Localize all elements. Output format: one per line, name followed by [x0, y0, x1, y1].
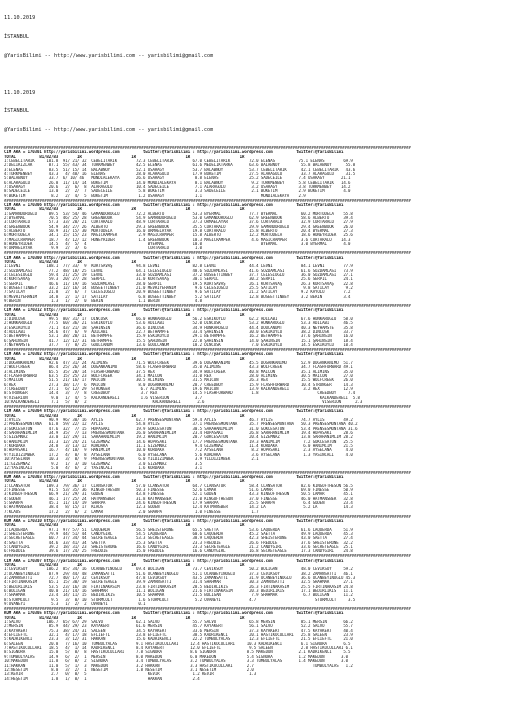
header-date: 11.10.2019: [4, 15, 36, 22]
table-row: 10:MAKEDON 11.8 6/ 0/ 2 SIGNORA 3.4 TUMBULYALAS 3.2 TUMBULYALAS 3.3 TUMBULYALAS 1.4 MAKEDON 3.0: [4, 659, 349, 664]
table-row: 1:SALVO 106.7 65/ 67/ 29 SALVO 62.1 SALVO 55.7 SALVO 65.8 MERSIN 85.1 MERSIN 66.2: [4, 620, 353, 625]
table-row: 1:LEVNI 108.1 77/ 33/ 9 KURTSAVAŞ 94.8 LEVNI 82.8 LEVNI 44.4 LEVNI 84.1 LEVNI 77.9: [4, 264, 353, 269]
table-row: 10:KALKANDERELI 7.1 5/ 0/ 2 KALKANDERELI 2.6 VISERION 2.3: [4, 400, 363, 405]
table-row: 7:KORDAKA 24.8 3/ 13/ 12 KORDAKA 11.1 GIZEMNAZ 9.4 GIZEMNAZ 11.4 KORDAKA 6.0 HANIMCIM 21.5: [4, 444, 353, 449]
table-row: 2:HUNKAROGLU 77.5 60/ 36/ 21 ESKIKOYLU 53.6 ADILABI 52.0 DINCOSK 53.2 HUNKAROGLU 53.3 ADILABI 46.5: [4, 321, 353, 326]
table-row: 1:LAQUERDA 97.1 97/ 57/ 51 LAQUERDA 56.5 SHEISTERONE 65.5 SAETTA 53.6 LAQUERDA 61.6 LAQUERDA 51.9: [4, 527, 353, 532]
header-top: [4, 3, 524, 71]
table-row: 8:HOPASAKI 16.7 4/ 18/ 9 HANIMCIM 10.0 KORDAKA 7.2 AYSELANA 8.2 HOPASAKI 2.3 AYSELANA 4.0: [4, 448, 353, 453]
header-contact-2: @YarisBilimi -- http://www.yarisbilimi.com -- yarisbilimi@gmail.com: [4, 126, 214, 133]
table-row: 8:STRONGER 14.4 3/ 7/ 8 CREEDBOY 3.7 REX 14.5 FLASHFORWARD 1.8 CREEDBOY 7.4: [4, 391, 356, 396]
table-row: 4:FIRTINAKASIM 65.1 15/ 30/ 19 SECRETEAGLE 39.9 ZAMANSATTI 31.4 SHAHMAR 30.3 ZAMANSATTI 32.5 SHAHMAR 27.1: [4, 580, 353, 585]
table-row: 9:YILDIZIMBEK 17.2 4/ 0/ 8 AYSELANA 6.0 AYSELANA 5.6 KORDAKA 3.6 AYSELANA 1.3 YASINCALI 4.0: [4, 452, 353, 457]
table-row: 2:SHEISTERONE 79.9 44/ 51/ 44 CANDYGIRL 54.5 LAQUERDA 60.6 LAQUERDA 45.2 SAETTA 49.9 LAQUERDA 45.3: [4, 532, 353, 537]
table-row: 7:MAGICRAMPER 18.7 4/ 12/ 12 HONEYRIDER 1.4 GREENBOOK 10.3 MAGICRAMPER 4.6 MAGICRAMPER 3.6 CURTARALO 14.3: [4, 237, 351, 242]
table-row: 6:HATMANSBER 38.4 8/ 15/ 17 KLAUS 12.3 GODEN 12.4 KATMANSBER 14.2 LA 5.2 LA 14.3: [4, 505, 353, 510]
race-section: [4, 348, 524, 404]
race-title: CIM ARA = 170307 http://yarisbilimi.wordpress.com twitter:@YarisBilimi : http://yarisbilimi.wordpress.com twitter:@YarisBilimi: [4, 558, 344, 563]
table-row: 8:SADECEILE 13.0 2/ 2/ 7 SADECEILE 5.8 BUKETIM 3.3 SADECEILE 2.1 BUKETIM 2.9 BUKETIM 4.0: [4, 189, 351, 194]
table-row: 1:CLANSATOR 109.3 79/ 36/ 17 CLANSATOR 57.0 CLANSATOR 64.7 CLANSATOR 58.4 CLANSATOR 82.6 KINGOFTHESUN 56.5: [4, 483, 353, 488]
header-date-2: 11.10.2019: [4, 89, 36, 96]
table-row: 1:DINCOSK 99.5 80/ 31/ 17 DINCOSK 66.0 HUNKAROGLU 56.2 ESKIKOYLU 62.2 ADILABI 67.6 HUNKAROGLU 58.0: [4, 317, 353, 322]
table-row: 4:SAETTA 44.6 33/ 41/ 34 SAETTA 25.3 SAETTA 23.3 FREDDIE 26.6 FREDDIE 37.6 SHEISTERONE 32.2: [4, 540, 353, 545]
table-row: 2:MERSIN 85.9 44/ 29/ 23 KAYAKERT 61.6 MERSIN 45.7 KAYAKERT 56.1 SALVO 52.2 SALVO 55.7: [4, 624, 353, 629]
table-row: 7:HASTIKOCULLARI 18.5 4/ 1/ 14 KADRIKENCI 8.4 KAYAKERT 12.0 EFLIEFTL 9.5 SALEEN 2.8 HASTIKOCULLARI 6.1: [4, 646, 353, 651]
table-row: 9:ORMAELAYAR 9.9 2/ 3/ 6 CURTARALO 1.0: [4, 246, 202, 251]
hash-separator: ############################################################################################################################################################################: [4, 251, 411, 256]
table-row: 6:BOLIGAN 40.0 21/ 14/ 16 SHAHMAR 11.1 BOLIGAN 21.6 FIRTINAKASIM 20.3 BEDIRLIKIS 17.1 BEDIRLIKIS 11.1: [4, 589, 353, 594]
race-title: CIM ARA = 170301 http://yarisbilimi.wordpress.com twitter:@YarisBilimi : http://yarisbilimi.wordpress.com twitter:@YarisBilimi: [4, 150, 344, 155]
table-row: 12:NESETIM 8.0 3/ 2/ 1 NESETIM 1.8 NESETIM 3.1 NESETIM 2.0: [4, 667, 254, 672]
table-row: 5:GIZEMNAZ 33.0 12/ 29/ 11 SARAHANIMLIM 19.2 HANIMCIM 20.7 GOKCESATUN 20.4 GIZEMNAZ 13.8 SARAHANIMLIM 28.2: [4, 435, 353, 440]
header-contact: @YarisBilimi -- http://www.yarisbilimi.com -- yarisbilimi@gmail.com: [4, 52, 214, 59]
table-row: 6:FREDDIE 39.6 17/ 24/ 25 FREDDIE 15.0 FREDDIE 16.6 CANDYGIRL 16.8 SECRETEAGLE 17.3 CANDYGIRL 24.8: [4, 549, 353, 554]
table-row: 4:ADILABI 54.6 47/ 6/ 9 ADILABI 22.7 BETHAMPFE 33.4 ŞAHINSIN 30.0 ESKIKOYLU 38.2 DINCOSK 33.7: [4, 330, 353, 335]
table-row: 11:GIZEMNAZ 9.2 1/ 3/ 10 GIZEMNAZ 3.0 GIZEMNAZ 3.5: [4, 461, 202, 466]
table-row: 1:CEBELITARIK 101.8 91/ 21/ 32 CEBELITARIK 72.3 CEBELITARIK 67.0 CEBELITARIK 72.0 ELENAS 75.1 ELENAS 69.9: [4, 159, 353, 164]
race-section: [4, 146, 524, 198]
table-row: 1:AYLIS 90.9 96/ 30/ 16 AYLIS 62.7 PRENSESMONTANA 59.4 AYLIS 46.7 AYLIS 74.7 AYLIS 49.2: [4, 418, 353, 423]
table-row: 2:SOZDAMLASI 77.2 48/ 18/ 25 LEVNI 64.1 CELESIOGLU 48.6 SOZDAMLASI 41.6 SOZDAMLASI 61.6 SOZDAMLASI 73.9: [4, 268, 353, 273]
race-title: CIM ARA = 170304 http://yarisbilimi.wordpress.com twitter:@YarisBilimi : http://yarisbilimi.wordpress.com twitter:@YarisBilimi: [4, 409, 344, 414]
hash-separator: ############################################################################################################################################################################: [4, 470, 411, 475]
table-row: 5:KADRIKENCI 23.3 3/ 12/ 31 HAKKAN 15.6 KADRIKENCI 22.2 TUMBULYALAS 12.3 EFLIEFTL 21.5 EFLIEFTL 21.0: [4, 637, 353, 642]
race-title: CIM ARA = 170300 http://yarisbilimi.wordpress.com twitter:@YarisBilimi : http://yarisbilimi.wordpress.com twitter:@YarisBilimi: [4, 255, 344, 260]
table-row: 11:HAKKAN 11.0 5/ 1/ 3 MAKEDON 3.2 HAKKAN 3.3 HASTIKOCULLARI 2.7 TUMBULYALAS 1.2: [4, 663, 353, 668]
table-row: 5:ALBERTO 50.9 31/ 15/ 30 MORTODELA 16.0 ORMAELAYAR 19.8 CURTARALO 15.8 ALBERTO 20.4 BYERMAL 27.3: [4, 229, 353, 234]
table-row: 8:STORMCOLT 9.5 3/ 0/ 10 STORMCOLT 1.6 STORMCOLT 5.2 OVANEYI 4.7 STORMCOLT 3.5: [4, 597, 356, 602]
table-row: 6:ŞAHINSIN 41.7 12/ 12/ 31 BETHAMPFE 15.5 ŞAHINSIN 22.8 ŞAHINSIN 14.0 ŞAHINSIN 15.1 ŞAHINSIN 18.4: [4, 338, 353, 343]
hash-separator: ############################################################################################################################################################################: [4, 554, 411, 559]
table-row: 6:HANIMCIM 31.3 12/ 24/ 21 GIZEMNAZ 14.6 HOPASAKI 17.7 PRENSESMONTANA 19.3 HANIMCIM 7.2 GOKCESATUN 25.5: [4, 439, 353, 444]
race-section: [4, 405, 524, 470]
table-row: 4:KURTSAVAŞ 59.3 20/ 27/ 28 SERPIL 31.0 KURTSAVAŞ 30.1 SERPIL 30.2 SERPIL 25.6 SERPIL 24.1: [4, 277, 353, 282]
table-row: 6:BUSEETTINBEY 33.2 12/ 16/ 14 BUSEETTINBEY 21.0 MEVRIYEHANIM 9.6 CELESIOGLU 25.5 SATILAY 9.8 SATILAY 9.2: [4, 286, 353, 291]
table-row: 5:BETHAMPFE 53.1 38/ 20/ 11 BETHAMPFE 15.9 ESKIKOYLU 29.1 BETHAMPFE 16.2 BETHAMPFE 37.6 ŞAHINSIN 16.0: [4, 334, 353, 339]
table-row: 9:OVANEYI 5.3 1/ 2/ 2 OVANEYI 0.1: [4, 602, 146, 607]
table-row: 7:SHAHMAR 23.4 14/ 11/ 15 BEDIRLIKIS 10.5 SHAHMAR 21.5 BOLIGAN 7.9 SHAHMAR 6.7 BOLIGAN 11.2: [4, 593, 353, 598]
race-section: [4, 251, 524, 303]
table-row: 4:SARAHANIMLIM 34.9 35/ 7/ 13 PRENSESMONTANA 26.0 SARAHANIMLIM 23.4 HOPASAKI 26.8 SARAHANIMLIM 19.4 HOPASAKI 28.6: [4, 431, 353, 436]
race-column-headers: TOTAL B1/B2/B3 1R 1R 1R 1R: [4, 260, 245, 265]
table-row: 5:SERPIL 46.6 11/ 19/ 16 SOZDAMLASI 28.0 SERPIL 19.5 KURTSAVAŞ 26.1 KURTSAVAŞ 26.3 KURTSAVAŞ 22.8: [4, 281, 353, 286]
table-row: 6:SALEEN 20.8 7/ 16/ 10 TUMBULYALAS 9.1 HASTIKOCULLARI 12.4 HASTIKOCULLARI 10.3 KADRIKENCI 6.1 SIGNORA 6.5: [4, 641, 351, 646]
hash-separator: ############################################################################################################################################################################: [4, 348, 411, 353]
table-row: 7:CREEDBOY 27.1 6/ 12/ 29 STRONGER 6.7 ALIMINS 19.6 MAICON 13.9 KALKANDERELI 3.2 REX 12.9: [4, 387, 353, 392]
race-section: [4, 515, 524, 554]
table-row: 13:KEVIR 2.7 0/ 0/ 5 KEVIR 1.2 KEVIR 1.3: [4, 672, 257, 677]
table-row: 2:PRENSESMONTANA 61.8 59/ 22/ 12 AYLIS 54.8 AYLIS 37.1 PRENSESMONTANA 35.7 PRENSESMONTANA 50.3 PRENSESMONTANA 40.2: [4, 422, 358, 427]
hash-separator: ############################################################################################################################################################################: [4, 146, 411, 151]
race-column-headers: TOTAL B1/B2/B3 1R 1R 1R 1R: [4, 413, 245, 418]
table-row: 9:VISERION 9.0 1/ 4/ 5 KALKANDERELI 1.6 VISERION 3.7 KALKANDERELI 5.8: [4, 395, 360, 400]
table-row: 7:USARAGY 20.6 2/ 6/ 8 ALARAGULU 10.4 SADECEILE 7.1 ALARAGULU 3.2 USARAGY 3.8 TURKMENBEY 14.2: [4, 185, 351, 190]
race-section: [4, 199, 524, 251]
table-row: 9:BERIN 1.3 1/ 2/ 0 BERIN 1.1 BERIN 4.8: [4, 299, 202, 304]
header-city-2: İSTANBUL: [4, 108, 29, 115]
table-row: 3:ESKIKOYLU 71.1 43/ 21/ 18 ŞAHINSIN 36.6 DINCOSK 34.9 HUNKAROGLU 44.4 DOUCANUMT 40.3 NEYHAMSTE 35.8: [4, 325, 353, 330]
table-row: 1:DOGANKANIMU 92.6 47/ 31/ 24 ALIMINS 71.5 WOLFCREEK 39.6 DOGANKANIMU 45.5 DOGANKANIMU 52.9 DOGANKANIMU 51.7: [4, 361, 353, 366]
table-row: 9:BUKETIM 8.2 2/ 4/ 5 BUKETIM 1.2 USARAGY 1.1 MONDIALEKAYA 2.9: [4, 193, 306, 198]
table-row: 7:NEYHAMSTE 37.7 7/ 8/ 25 GOULCANUM 13.6 GOULCANUM 18.2 DINCOSK 7.0 ESKIKOYLU 14.5 ESKIKOYLU 10.4: [4, 343, 353, 348]
hash-separator: ############################################################################################################################################################################: [4, 304, 411, 309]
table-row: 2:DELIKIZLAR 87.1 55/ 43/ 34 TURKMENBEY 42.5 ELENAS 61.6 MEDELIKTARKA 63.6 BALABNOY 55.8 BALABNOY 55.8: [4, 163, 356, 168]
table-row: 2:WOLFCREEK 86.4 25/ 26/ 34 DOGANKANIMU 58.6 FLASHFORWARD 35.0 ALIMINS 43.3 WOLFCREEK 34.7 FLASHFORWARD 49.1: [4, 365, 353, 370]
table-row: 1:GAMANDOROGLU 89.5 53/ 54/ 46 GAMANDOROGLU 72.2 ALBERTO 53.3 BYERMAL 77.7 BYERMAL 60.2 MORTODELA 55.8: [4, 211, 353, 216]
race-title: KUM ARA = 170303 http://yarisbilimi.wordpress.com twitter:@YarisBilimi : http://yarisbilimi.wordpress.com twitter:@YarisBilimi: [4, 475, 344, 480]
table-row: 5:BEDIRLIKIS 53.5 23/ 16/ 18 FIRTINAKASIM 23.8 FIRTINAKASIM 28.5 BEDIRLIKIS 26.3 FIRTINAKASIM 25.5 FIRTINAKASIM 24.8: [4, 584, 353, 589]
table-row: 6:MORTODELA 34.1 15/ 15/ 23 MAGICRAMPER 2.9 MAGICRAMPER 15.8 ALBERTO 12.2 MORTODELA 18.6 HONEYRIDER 25.6: [4, 233, 353, 238]
table-row: 5:SHARPA 45.1 11/ 14/ 19 SHARPA 24.6 KINGOFTHESUN 17.9 SHARPA 25.5 SHARPA 6.4 GODEN 23.4: [4, 501, 353, 506]
hash-separator: ############################################################################################################################################################################: [4, 198, 411, 203]
table-row: 3:CELESIOGLU 59.4 21/ 25/ 19 LEVNI 33.0 SOZDAMLASI 37.2 BUSEETTINBEY 37.7 CELESIOGLU 36.0 SOZDAMLASI 27.1: [4, 273, 353, 278]
race-section: [4, 304, 524, 347]
header-second: [4, 77, 524, 145]
table-row: 6:REX 27.3 18/ 17/ 6 MAICON 8.0 DOGANKANIMU 28.7 CREEDBOY 15.9 FLASHFORWARD 10.4 STRONGER 14.3: [4, 382, 353, 387]
hash-separator: ############################################################################################################################################################################: [4, 607, 411, 612]
table-row: 7:KLAUS 17.2 2/ 6/ 2 LAMAR 2.0 SHARPA 1.0 FINESSE 1.7: [4, 509, 259, 514]
table-row: 4:TURKMENBEY 43.3 4/ 48/ 16 ELENAS 28.0 ALARAGULU 17.9 BUKETIM 27.5 ALARAGULU 33.7 ALARAGULU 31.5: [4, 172, 356, 177]
table-row: 3:ELENAS 83.5 51/ 15/ 14 BALABNOY 52.1 USARAGY 53.7 BALABNOY 53.7 CEBELITARIK 42.1 CEBELITARIK 43.6: [4, 167, 356, 172]
race-section: [4, 554, 524, 606]
table-row: 3:KAYAKERT 75.3 38/ 24/ 31 SALEEN 34.5 KAYAKERT 33.6 MERSIN 37.3 KAYAKERT 47.5 KAYAKERT 40.4: [4, 628, 353, 633]
table-row: 5:MAICON 51.5 21/ 16/ 17 MAICON 30.5 ALIMINS 31.5 MAICON 26.3 REX 15.5 WOLFCREEK 26.0: [4, 378, 353, 383]
table-row: 7:SATILAY 21.8 2/ 6/ 7 CELESIOGLU 20.9 BUSEETTINBEY 9.6 SATILAY 21.2 SATILAY 9.2 KAYOLU 7.2: [4, 290, 351, 295]
race-column-headers: TOTAL B1/B2/B3 1R 1R 1R 1R: [4, 312, 245, 317]
hash-separator: ############################################################################################################################################################################: [4, 405, 411, 410]
table-row: 8:MEVRIYEHANIM 14.8 2/ 1/ 17 SATILAY 6.8 BUSEETTINBEY 5.2 SATILAY 12.8 BUSEETTINBEY 3.2 BERIN 3.4: [4, 294, 351, 299]
table-row: 3:CURTARALO 57.3 33/ 20/ 21 CURTARALO 48.9 CURTARALO 37.3 ORMAELAYAR 37.6 CURTARALO 32.9 CURTARALO 27.9: [4, 220, 353, 225]
race-column-headers: TOTAL B1/B2/B3 1R 1R 1R 1R: [4, 479, 245, 484]
race-column-headers: TOTAL B1/B2/B3 1R 1R 1R 1R: [4, 356, 245, 361]
race-column-headers: TOTAL B1/B2/B3 1R 1R 1R 1R: [4, 523, 245, 528]
table-row: 4:GREENBOOK 54.9 34/ 27/ 26 ALBERTO 29.3 GREENBOOK 35.5 CURTARALO 29.9 GAMANDOROGLU 29.4 GREENBOOK 26.0: [4, 224, 353, 229]
table-row: 2:BYERMAL 70.5 46/ 25/ 28 GREENBOOK 54.9 GAMANDOROGLU 53.0 GAMANDOROGLU 62.9 GREENBOOK 58.6 ALBERTO 39.4: [4, 216, 353, 221]
race-column-headers: TOTAL B1/B2/B3 1R 1R 1R 1R: [4, 615, 245, 620]
race-column-headers: TOTAL B1/B2/B3 1R 2R 1R 1R: [4, 207, 245, 212]
table-row: 4:EFLIEFTL 32.1 4/ 17/ 18 EFLIEFTL 23.8 EFLIEFTL 38.5 KADRIKENCI 20.1 HASTIKOCULLARI 25.8 SALEEN 23.9: [4, 633, 353, 638]
race-column-headers: TOTAL B1/B2/B3 1R 1R 1R 1R: [4, 563, 245, 568]
table-row: 5:BALABNOY 33.7 6/ 10/ 46 MONDIALEKAYA 26.6 USARAGY 8.8 ELENAS 25.2 SADECEILE 7.4 USARAGY 21.1: [4, 176, 351, 181]
table-row: 12:YASINCALI 5.0 4/ 6/ 2 YASINCALI 1.6 KORDAKA 3.1: [4, 465, 202, 470]
table-row: 2:UCANBEYINOGLU 87.9 29/ 44/ 48 ZAMANSATTI 51.6 UCANBEYINOGLU 51.1 UCANBEYINOGLU 37.3 CEVIKSOY 38.2 ZAMANSATTI 46.1: [4, 571, 353, 576]
table-row: 3:GOKCESATUN 47.6 32/ 7/ 15 HOPASAKI 19.9 GOKCESATUN 30.5 SARAHANIMLIM 31.0 GOKCESATUN 53.4 PRENSESMONTANA 31.6: [4, 426, 358, 431]
table-row: 9:TUMBULYALAS 14.9 6/ 2/ 1 MERSIN 8.0 MAKEDON 6.0 MAKEDON 5.4 SIGNORA 1.2 MAKEDON 3.0: [4, 654, 349, 659]
race-section: [4, 471, 524, 514]
table-row: 3:ZAMANSATTI 72.7 40/ 17/ 32 CEVIKSOY 47.8 CEVIKSOY 43.5 ZAMANSATTI 31.9 UCANBEYINOGLU 36.6 UCANBEYINOGLU 45.3: [4, 576, 356, 581]
table-row: 5:CANDYGIRL 39.2 18/ 31/ 23 SHEISTERONE 16.6 CANDYGIRL 23.3 SECRETEAGLE 21.2 CANDYGIRL 33.6 SECRETEAGLE 25.1: [4, 545, 353, 550]
race-title: CIM ARA = 170302 http://yarisbilimi.wordpress.com twitter:@YarisBilimi : http://yarisbilimi.wordpress.com twitter:@YarisBilimi: [4, 352, 344, 357]
table-row: 3:KINGOFTHESUN 66.9 21/ 29/ 31 GODEN 43.8 FINESSE 52.1 GODEN 43.3 KINGOFTHESUN 50.5 LAMAR 45.1: [4, 492, 353, 497]
table-row: 3:SECRETEAGLE 60.7 37/ 34/ 44 SECRETEAGLE 53.3 SECRETEAGLE 38.9 LAQUERDA 42.3 SHEISTERONE 43.0 SAETTA 27.4: [4, 536, 353, 541]
race-column-headers: TOTAL B1/B2/B3 1R 1R 1R 1R: [4, 154, 245, 159]
race-section: [4, 607, 524, 681]
race-title: KUM ARA = 170310 http://yarisbilimi.wordpress.com twitter:@YarisBilimi : http://yarisbilimi.wordpress.com twitter:@YarisBilimi: [4, 519, 344, 524]
table-row: 2:FINESSE 91.5 53/ 35/ 36 KINGOFTHESUN 50.3 FINESSE 52.6 LAMAR 51.6 LAMAR 69.0 FINESSE 50.9: [4, 488, 353, 493]
table-row: 14:HEŞETİM 1.8 1/ 0/ 1 HAKKAN 2.4: [4, 676, 200, 681]
table-row: 1:CEVIKSOY 106.2 85/ 34/ 16 UCANBEYINOGLU 69.4 BOLIGAN 73.7 CEVIKSOY 50.2 BOLIGAN 48.0 CEVIKSOY 59.2: [4, 567, 353, 572]
header-city: İSTANBUL: [4, 34, 29, 41]
race-sections: [4, 146, 524, 681]
race-title: CIM ARA = 170306 http://yarisbilimi.wordpress.com twitter:@YarisBilimi : http://yarisbilimi.wordpress.com twitter:@YarisBilimi: [4, 203, 344, 208]
table-row: 6:ALARAGULU 26.8 11/ 14/ 14 BUKETIM 14.0 MONDIALEKAYA 8.1 BALABNOY 9.2 TURKMENBEY 5.8 CEBELITARIK 14.6: [4, 180, 351, 185]
table-row: 4:GODEN 46.1 17/ 25/ 24 HATMANSBER 31.8 KATMANSBER 21.0 KINGOFTHESUN 37.0 FINESSE 46.0 HATMANSBER 32.8: [4, 496, 353, 501]
table-row: 4:FLASHFORWARD 63.5 15/ 25/ 23 WOLFCREEK 34.1 MAICON 31.0 REX 28.0 ALIMINS 30.5 MAICON 27.0: [4, 374, 353, 379]
race-title: CIM ARA = 170312 http://yarisbilimi.wordpress.com twitter:@YarisBilimi : http://yarisbilimi.wordpress.com twitter:@YarisBilimi: [4, 308, 344, 313]
table-row: 8:SIGNORA 15.0 5/ 0/ 8 HASTIKOCULLARI 7.8 SIGNORA 8.6 SIGNORA 8.5 MAKEDON 2.1 KADRIKENCI 5.5: [4, 650, 351, 655]
hash-separator: ############################################################################################################################################################################: [4, 514, 411, 519]
race-title: KUM ARA = 170305 http://yarisbilimi.wordpress.com twitter:@YarisBilimi : http://yarisbilimi.wordpress.com twitter:@YarisBilimi: [4, 611, 344, 616]
table-row: 8:HONEYRIDER 14.5 4/ 5/ 4 BYERMAL 10.0 BYERMAL 3.0 BYERMAL 4.0: [4, 242, 351, 247]
table-row: 10:AYSELANA 10.3 3/ 0/ 9 PRENSESMONTANA 6.0 YILDIZIMBEK 3.9 YILDIZIMBEK 2.1: [4, 457, 259, 462]
table-row: 3:ALIMINS 65.5 35/ 28/ 14 FLASHFORWARD 37.5 REX 34.9 WOLFCREEK 40.8 MAICON 35.1 ALIMINS 35.0: [4, 369, 353, 374]
